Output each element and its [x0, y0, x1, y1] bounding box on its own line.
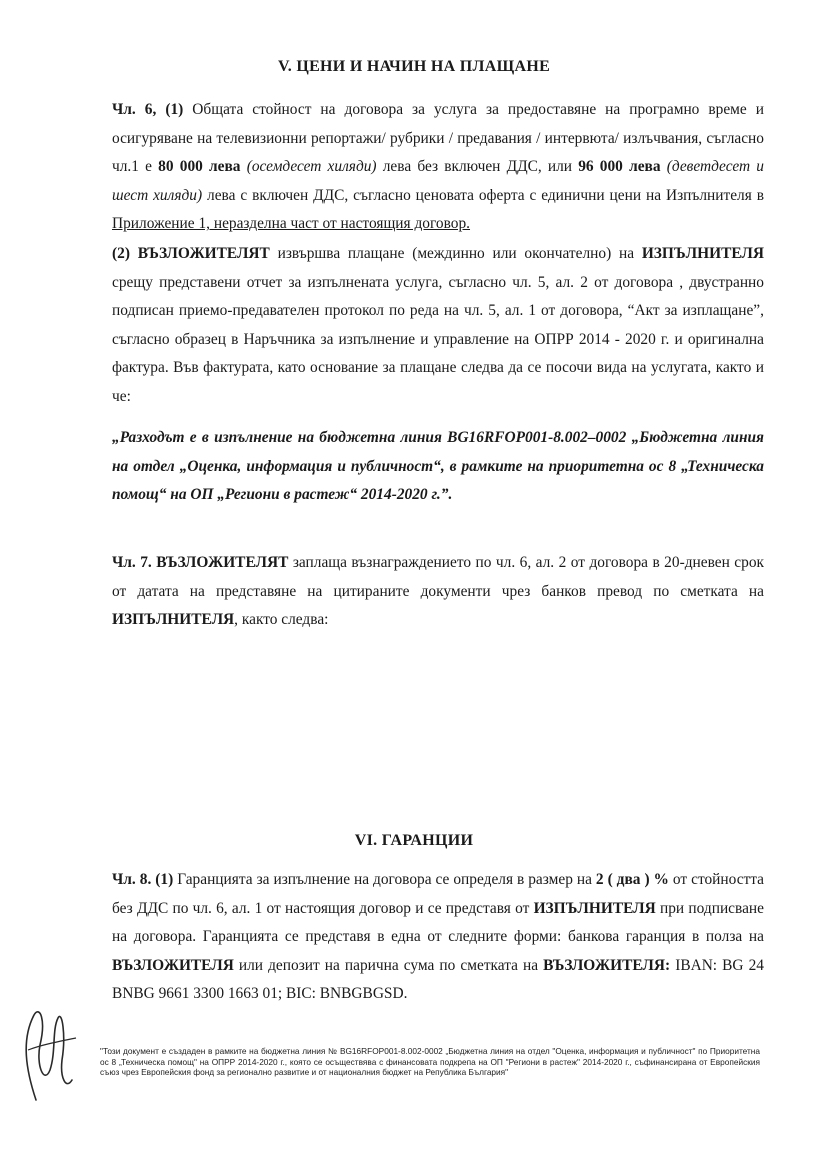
annex-1-reference: Приложение 1, неразделна част от настоящия договор. [112, 215, 471, 233]
article-6-text-a: Общата стойност на договора за услуга за предоставяне на програмно време и осигуряване на телевизионни репортажи/ рубрики / предавания / интервюта/ излъчвания, съгласно чл.1 е [112, 101, 764, 176]
article-6-label: Чл. 6, (1) [112, 101, 184, 118]
article-8-label: Чл. 8. (1) [112, 871, 174, 888]
bank-details: IBAN: BG 24 BNBG 9661 3300 1663 01; BIC: BNBGBGSD. [112, 956, 764, 1003]
article-8-text-a: Гаранцията за изпълнение на договора се определя в размер на [177, 871, 592, 888]
guarantee-percent: 2 ( два ) % [595, 871, 669, 888]
contractor-name: ИЗПЪЛНИТЕЛЯ [641, 245, 764, 262]
handwritten-signature [6, 990, 86, 1110]
article-6-2-label: (2) [112, 245, 130, 262]
section-6-title: VI. ГАРАНЦИИ [354, 832, 474, 849]
contractor-name: ИЗПЪЛНИТЕЛЯ [112, 611, 235, 629]
payment-basis-quote [112, 424, 764, 510]
article-6-2-text-a: извършва плащане (междинно или окончателно) на [277, 245, 635, 262]
section-5-title: V. ЦЕНИ И НАЧИН НА ПЛАЩАНЕ [277, 58, 551, 75]
amount-without-vat: 80 000 лева [158, 158, 241, 176]
article-7-label: Чл. 7. [112, 554, 152, 571]
amount-without-vat-words: (осемдесет хиляди) [246, 158, 377, 176]
article-7-paragraph [112, 549, 764, 635]
amount-with-vat-words: (деветдесет и шест хиляди) [112, 158, 764, 204]
article-6-paragraph-1 [112, 96, 764, 239]
assignor-name: ВЪЗЛОЖИТЕЛЯТ [156, 554, 289, 571]
amount-with-vat: 96 000 лева [578, 158, 661, 176]
article-8-text-c: при подписване на договора. Гаранцията се представя в една от следните форми: банкова гаранция в полза на [112, 899, 764, 946]
article-8-text-b: от стойността без ДДС по чл. 6, ал. 1 от настоящия договор и се представя от [112, 871, 765, 917]
quote-text: „Разходът е в изпълнение на бюджетна линия BG16RFOP001-8.002–0002 „Бюджетна линия на отдел „Оценка, информация и публичност“, в рамките на приоритетна ос 8 „Техническа помощ“ на ОП „Региони в растеж“ 2014-2020 г.”. [112, 429, 764, 504]
article-6-paragraph-2 [112, 240, 764, 412]
article-7-text-b: , както следва: [234, 611, 329, 629]
article-6-text-b: лева без включен ДДС, или [382, 158, 573, 176]
assignor-name-account: ВЪЗЛОЖИТЕЛЯ: [543, 956, 671, 974]
article-8-text-d: или депозит на парична сума по сметката на [238, 956, 539, 974]
assignor-name: ВЪЗЛОЖИТЕЛЯ [112, 956, 234, 974]
assignor-name: ВЪЗЛОЖИТЕЛЯТ [137, 245, 270, 262]
footnote: "Този документ е създаден в рамките на бюджетна линия № BG16RFOP001-8.002-0002 „Бюджетна линия на отдел "Оценка, информация и публичност" по Приоритетна ос 8 „Техническа помощ" на ОПРР 2014-2020 г., която се осъществява с финансовата подкрепа на ОП "Региони в растеж" 2014-2020 г., съфинансирана от Европейския съюз чрез Европейския фонд за регионално развитие и от националния бюджет на Република България" [100, 1046, 760, 1078]
article-8-paragraph-1 [112, 866, 764, 1009]
article-6-2-text-b: срещу представени отчет за изпълнената услуга, съгласно чл. 5, ал. 2 от договора , двустранно подписан приемо-предавателен протокол по реда на чл. 5, ал. 1 от договора, “Акт за изплащане”, съгласно образец в Наръчника за изпълнение и управление на ОПРР 2014 - 2020 г. и оригинална фактура. Във фактурата, като основание за плащане следва да се посочи вида на услугата, както и че: [112, 273, 764, 405]
article-7-text-a: заплаща възнаграждението по чл. 6, ал. 2 от договора в 20-дневен срок от датата на представяне на цитираните документи чрез банков превод по сметката на [112, 554, 764, 600]
article-6-text-c: лева с включен ДДС, съгласно ценовата оферта с единични цени на Изпълнителя в [207, 186, 764, 204]
contractor-name: ИЗПЪЛНИТЕЛЯ [533, 899, 656, 917]
